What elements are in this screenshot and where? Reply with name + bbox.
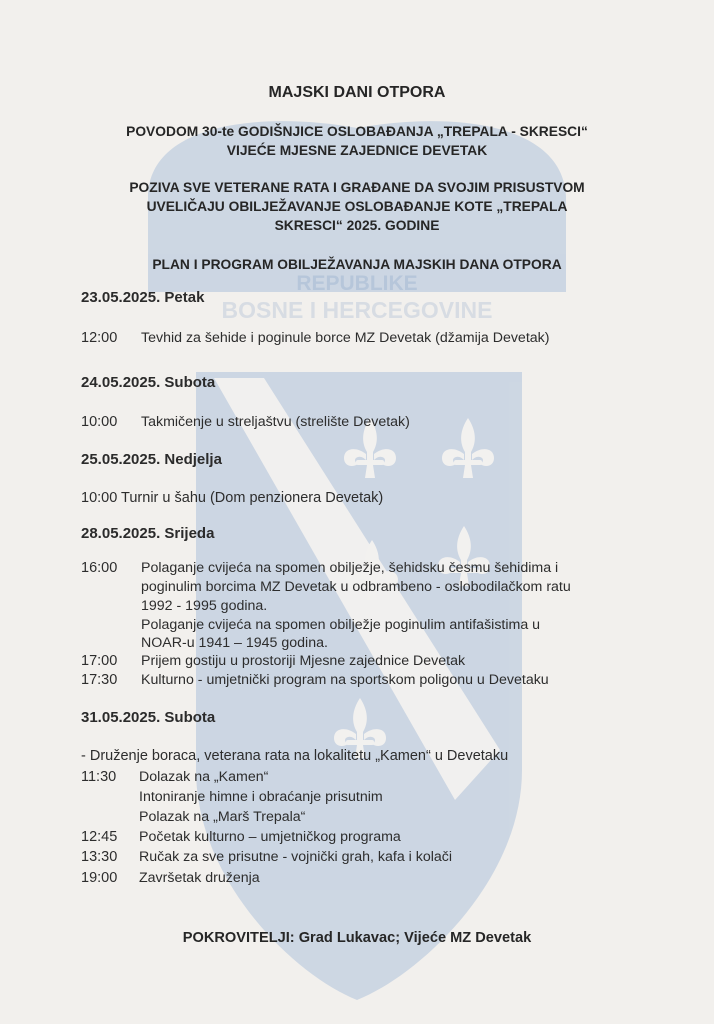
event-line: 10:00 Turnir u šahu (Dom penzionera Devetak)	[81, 490, 384, 506]
event-description: Kulturno - umjetnički program na sportskom poligonu u Devetaku	[141, 672, 549, 688]
invite-line-3: SKRESCI“ 2025. GODINE	[274, 218, 440, 233]
event-note: - Druženje boraca, veterana rata na lokalitetu „Kamen“ u Devetaku	[81, 748, 509, 764]
event-time: 19:00	[81, 870, 118, 886]
event-time: 17:30	[81, 672, 118, 688]
day-heading: 28.05.2025. Srijeda	[81, 525, 215, 542]
invite-line-1: POZIVA SVE VETERANE RATA I GRAĐANE DA SVOJIM PRISUSTVOM	[129, 180, 585, 195]
event-description: Završetak druženja	[139, 870, 260, 886]
sponsors-line: POKROVITELJI: Grad Lukavac; Vijeće MZ Devetak	[182, 930, 532, 946]
event-description-line: 1992 - 1995 godina.	[141, 598, 268, 614]
watermark-inscription-line-1: REPUBLIKE	[296, 272, 418, 295]
invite-line-2: UVELIČAJU OBILJEŽAVANJE OSLOBAĐANJE KOTE „TREPALA	[146, 199, 568, 214]
event-description: Prijem gostiju u prostoriji Mjesne zajednice Devetak	[141, 653, 466, 669]
event-description-line: Polazak na „Marš Trepala“	[139, 809, 306, 825]
day-heading: 24.05.2025. Subota	[81, 374, 216, 391]
event-description-line: Intoniranje himne i obraćanje prisutnim	[139, 789, 383, 805]
event-description-line: Polaganje cvijeća na spomen obilježje poginulim antifašistima u	[141, 617, 541, 633]
occasion-line-1: POVODOM 30-te GODIŠNJICE OSLOBAĐANJA „TREPALA - SKRESCI“	[126, 124, 588, 139]
event-time: 16:00	[81, 560, 118, 576]
event-description: Takmičenje u streljaštvu (strelište Devetak)	[141, 414, 410, 430]
event-description: Ručak za sve prisutne - vojnički grah, kafa i kolači	[139, 849, 453, 865]
day-heading: 23.05.2025. Petak	[81, 289, 205, 306]
day-heading: 25.05.2025. Nedjelja	[81, 451, 222, 468]
event-description-line: poginulim borcima MZ Devetak u odbrambeno - oslobodilačkom ratu	[141, 579, 571, 595]
event-time: 11:30	[81, 769, 117, 785]
event-time: 13:30	[81, 849, 118, 865]
watermark-inscription-line-2: BOSNE I HERCEGOVINE	[221, 297, 493, 323]
event-description-line: Polaganje cvijeća na spomen obilježje, šehidsku česmu šehidima i	[141, 560, 559, 576]
event-time: 12:45	[81, 829, 118, 845]
day-heading: 31.05.2025. Subota	[81, 709, 216, 726]
event-time: 12:00	[81, 330, 118, 346]
event-description: Početak kulturno – umjetničkog programa	[139, 829, 401, 845]
plan-title: PLAN I PROGRAM OBILJEŽAVANJA MAJSKIH DANA OTPORA	[152, 257, 562, 272]
event-description-line: NOAR-u 1941 – 1945 godina.	[141, 635, 328, 651]
occasion-line-2: VIJEĆE MJESNE ZAJEDNICE DEVETAK	[226, 143, 488, 158]
event-description: Tevhid za šehide i poginule borce MZ Devetak (džamija Devetak)	[141, 330, 550, 346]
event-time: 10:00	[81, 414, 118, 430]
document-title: MAJSKI DANI OTPORA	[268, 84, 446, 101]
event-time: 17:00	[81, 653, 118, 669]
event-description-line: Dolazak na „Kamen“	[139, 769, 269, 785]
